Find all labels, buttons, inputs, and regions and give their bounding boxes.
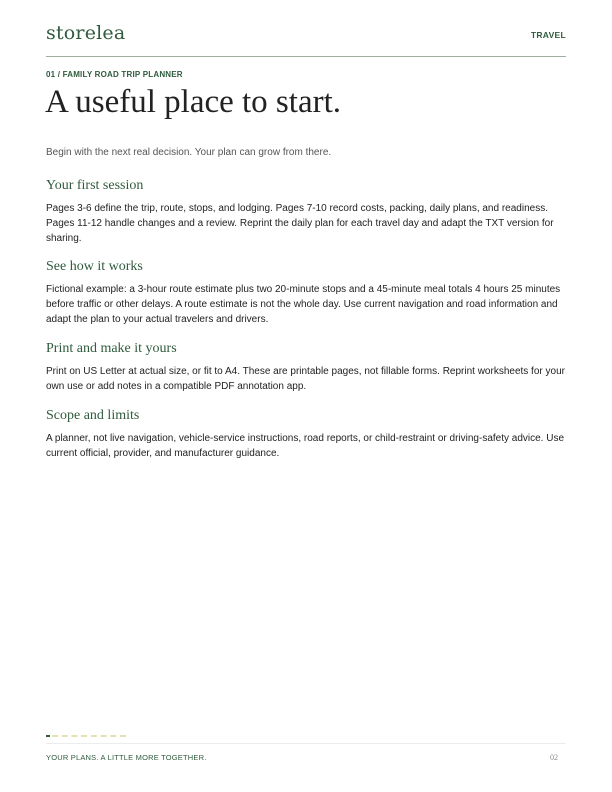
- progress-mark: [46, 735, 50, 737]
- section-first-session: [46, 178, 566, 246]
- section-body: A planner, not live navigation, vehicle-service instructions, road reports, or child-restraint or driving-safety advice. Use current official, provider, and manufacturer guidance.: [46, 433, 565, 459]
- footer-divider: [46, 743, 566, 744]
- section-heading: Print and make it yours: [46, 341, 177, 356]
- section-heading: Scope and limits: [46, 408, 140, 423]
- page-title: A useful place to start.: [45, 84, 342, 120]
- section-heading: See how it works: [46, 259, 143, 274]
- section-body: Print on US Letter at actual size, or fit to A4. These are printable pages, not fillable forms. Reprint worksheets for your own use or add notes in a compatible PDF annotation app.: [46, 366, 565, 392]
- footer-progress-dashes: [46, 735, 126, 737]
- section-how-it-works: [46, 259, 566, 327]
- brand-logo: storelea: [46, 22, 126, 44]
- section-print: [46, 341, 566, 394]
- section-heading: Your first session: [46, 178, 144, 193]
- intro-text: Begin with the next real decision. Your plan can grow from there.: [46, 147, 332, 158]
- section-eyebrow: 01 / FAMILY ROAD TRIP PLANNER: [46, 70, 183, 79]
- footer-tagline: YOUR PLANS. A LITTLE MORE TOGETHER.: [46, 753, 207, 762]
- section-body: Pages 3-6 define the trip, route, stops, and lodging. Pages 7-10 record costs, packing, daily plans, and readiness. Pages 11-12 handle changes and a review. Reprint the daily plan for each travel day and adapt the TXT version for sharing.: [46, 203, 554, 244]
- progress-track: [52, 735, 126, 737]
- section-scope: [46, 408, 566, 461]
- page-header: [46, 20, 566, 57]
- section-body: Fictional example: a 3-hour route estimate plus two 20-minute stops and a 45-minute meal totals 4 hours 25 minutes before traffic or other delays. A route estimate is not the whole day. Use current navigation and road information and adapt the plan to your actual travelers and drivers.: [46, 284, 561, 325]
- page-number: 02: [550, 753, 558, 762]
- category-label: TRAVEL: [530, 30, 566, 40]
